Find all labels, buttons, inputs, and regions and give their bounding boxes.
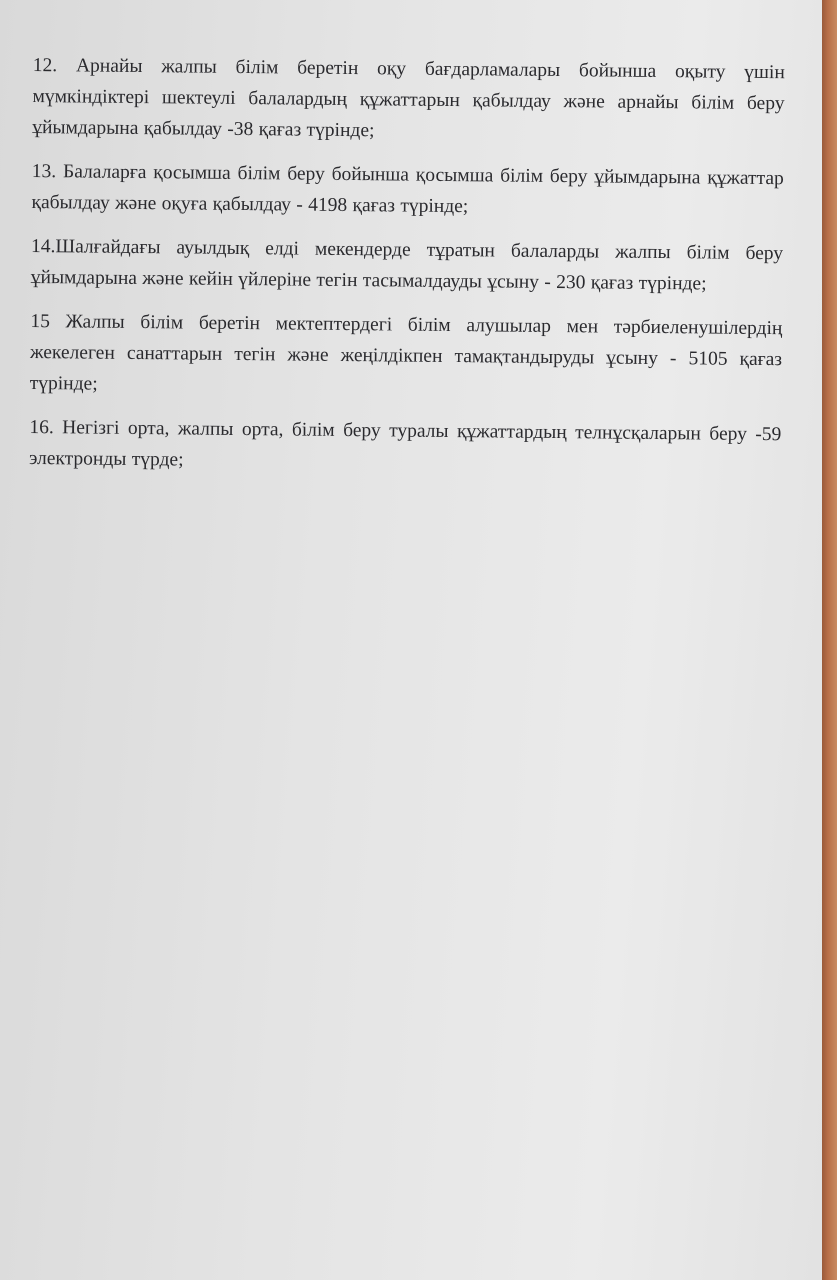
table-edge [822, 0, 837, 1280]
paragraph-item-12: 12. Арнайы жалпы білім беретін оқу бағдарламалары бойынша оқыту үшін мүмкіндіктері шектеулі балалардың құжаттарын қабылдау және арнайы білім беру ұйымдарына қабылдау -38 қағаз түрінде; [32, 54, 785, 142]
paragraph-item-16: 16. Негізгі орта, жалпы орта, білім беру туралы құжаттардың телнұсқаларын беру -59 электронды түрде; [28, 416, 782, 471]
paragraph-item-13: 13. Балаларға қосымша білім беру бойынша қосымша білім беру ұйымдарына құжаттар қабылдау және оқуға қабылдау - 4198 қағаз түрінде; [31, 160, 784, 218]
paragraph-item-14: 14.Шалғайдағы ауылдық елді мекендерде тұратын балаларды жалпы білім беру ұйымдарына және кейін үйлеріне тегін тасымалдауды ұсыну - 230 қағаз түрінде; [30, 235, 784, 295]
document-body [29, 50, 785, 494]
paragraph-item-15: 15 Жалпы білім беретін мектептердегі білім алушылар мен тәрбиеленушілердің жекелеген санаттарын тегін және жеңілдікпен тамақтандыруды ұсыну - 5105 қағаз түрінде; [29, 310, 783, 395]
